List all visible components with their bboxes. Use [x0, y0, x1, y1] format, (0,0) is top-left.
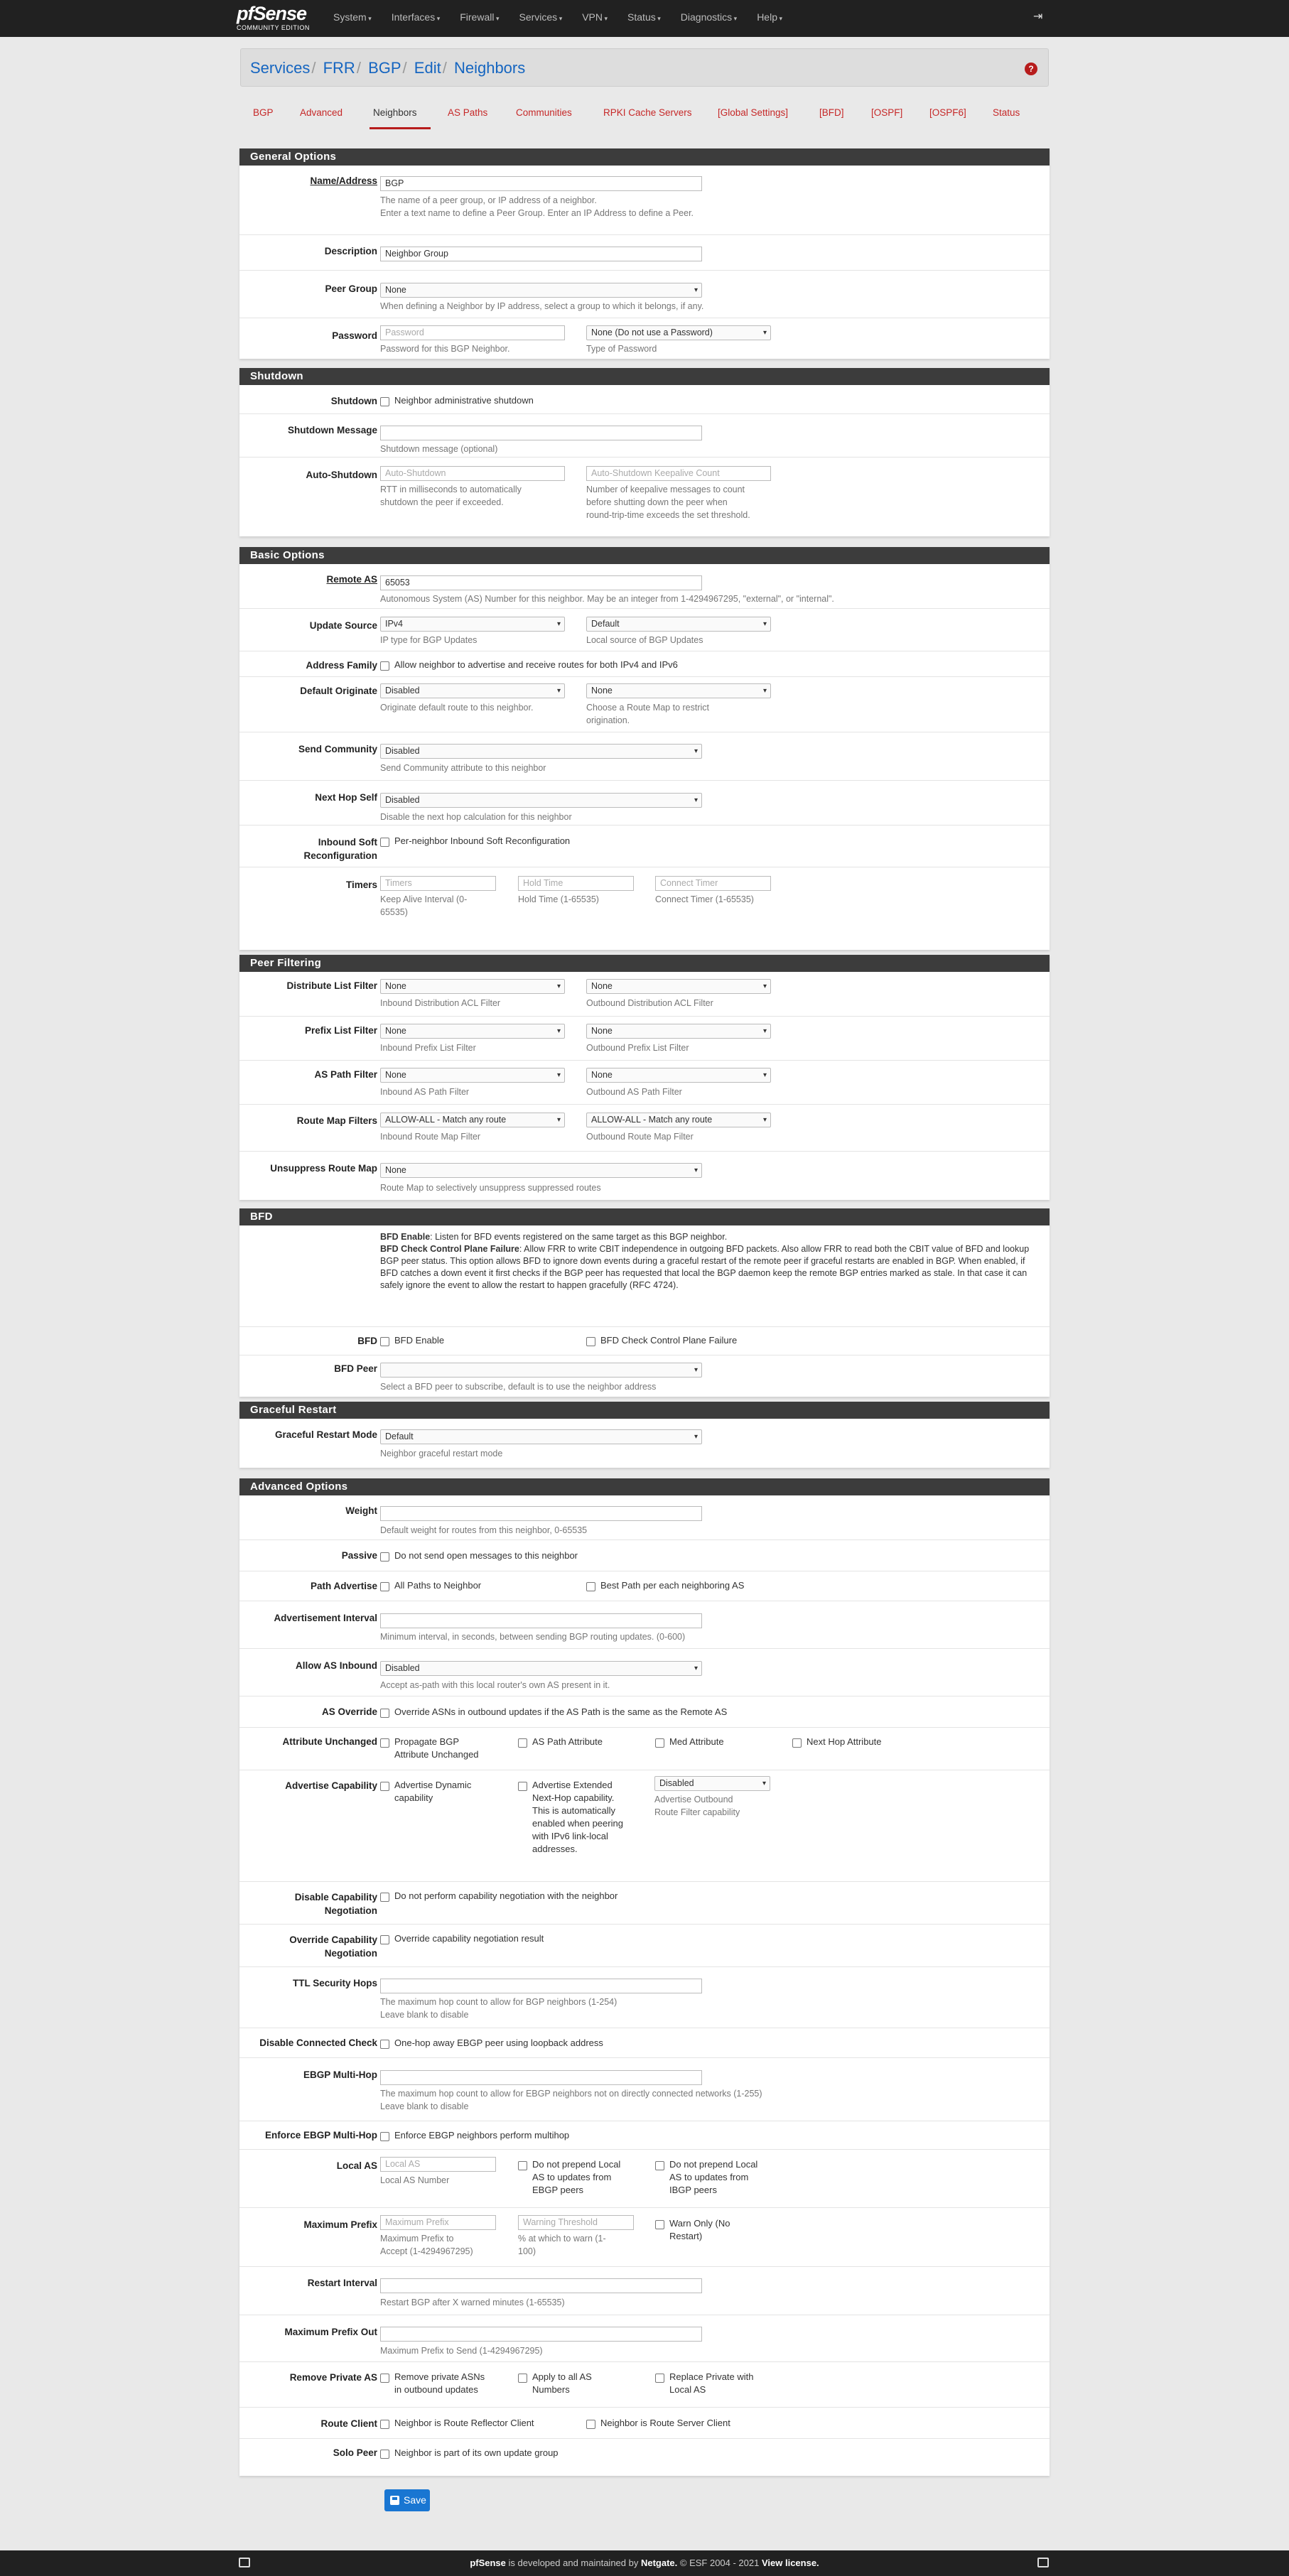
label-maximum-prefix-out: Maximum Prefix Out [284, 2327, 377, 2337]
auto-shutdown-input[interactable]: Auto-Shutdown [380, 466, 565, 481]
footer [0, 2550, 1289, 2576]
hint: Inbound Route Map Filter [380, 1132, 481, 1142]
row-route-client [239, 2407, 1050, 2438]
advertise-dynamic-checkbox[interactable] [379, 1779, 471, 1804]
row-weight [239, 1495, 1050, 1539]
as-path-in-select[interactable]: None ▾ [380, 1068, 565, 1083]
hint: Password for this BGP Neighbor. [380, 344, 510, 354]
hint: Advertise Outbound [654, 1795, 733, 1804]
label-maximum-prefix: Maximum Prefix [303, 2219, 377, 2230]
hint: Accept (1-4294967295) [380, 2246, 473, 2256]
crumb-bgp[interactable]: BGP [368, 59, 401, 77]
crumb-neighbors[interactable]: Neighbors [453, 59, 526, 77]
shutdown-message-input[interactable] [380, 426, 702, 440]
hint: Outbound Distribution ACL Filter [586, 998, 713, 1008]
footer-copyright: © ESF 2004 - 2021 [677, 2558, 762, 2568]
menu-help[interactable]: Help ▾ [747, 0, 792, 37]
local-as-input[interactable]: Local AS [380, 2157, 496, 2172]
row-remove-private-as [239, 2361, 1050, 2407]
all-paths-checkbox[interactable]: All Paths to Neighbor [379, 1579, 481, 1592]
chk-text: Warn Only (No [669, 2218, 730, 2229]
label-override-capability: Override Capability [289, 1934, 377, 1945]
label-passive: Passive [341, 1550, 377, 1561]
chk-text: Local AS [669, 2384, 706, 2395]
label-graceful-restart-mode: Graceful Restart Mode [274, 1429, 377, 1440]
chk-text: Advertise Dynamic [394, 1780, 472, 1790]
label-restart-interval: Restart Interval [307, 2278, 377, 2288]
hint: 65535) [380, 907, 408, 917]
row-prefix-list [239, 1016, 1050, 1060]
label-remote-as: Remote AS [326, 574, 377, 585]
section-title: Shutdown [239, 368, 1050, 385]
chk-text: Next-Hop capability. [532, 1792, 615, 1803]
row-path-advertise [239, 1571, 1050, 1601]
label-ttl-security-hops: TTL Security Hops [292, 1978, 377, 1988]
chk-text: addresses. [532, 1844, 578, 1854]
hint: Neighbor graceful restart mode [380, 1449, 503, 1459]
label-update-source: Update Source [309, 620, 377, 631]
no-prepend-ibgp-checkbox[interactable] [654, 2158, 757, 2197]
chk-text: Do not prepend Local [669, 2159, 758, 2170]
remove-private-asns-checkbox[interactable] [379, 2371, 485, 2396]
label-route-map-filters: Route Map Filters [296, 1115, 377, 1126]
row-send-community [239, 732, 1050, 780]
chk-text: Replace Private with [669, 2371, 754, 2382]
update-source-type-select[interactable]: IPv4 ▾ [380, 617, 565, 632]
hint: Route Filter capability [654, 1807, 740, 1817]
row-update-source [239, 608, 1050, 651]
row-name-address [239, 166, 1050, 234]
weight-input[interactable] [380, 1506, 702, 1521]
row-maximum-prefix [239, 2207, 1050, 2266]
best-path-checkbox[interactable]: Best Path per each neighboring AS [585, 1579, 744, 1592]
row-solo-peer [239, 2438, 1050, 2476]
next-hop-self-select[interactable]: Disabled ▾ [380, 793, 702, 808]
chk-text: Advertise Extended [532, 1780, 613, 1790]
menu-firewall[interactable]: Firewall ▾ [450, 0, 509, 37]
hint: shutdown the peer if exceeded. [380, 497, 504, 507]
hint: Autonomous System (AS) Number for this neighbor. May be an integer from 1-4294967295, "external", or "internal". [380, 594, 834, 604]
solo-peer-checkbox[interactable]: Neighbor is part of its own update group [379, 2447, 559, 2459]
row-ebgp-multi-hop [239, 2057, 1050, 2121]
row-shutdown [239, 385, 1050, 413]
section-title: Basic Options [239, 547, 1050, 564]
hint: Local source of BGP Updates [586, 635, 703, 645]
hint: RTT in milliseconds to automatically [380, 485, 522, 494]
med-attribute-checkbox[interactable]: Med Attribute [654, 1736, 724, 1748]
label-remove-private-as: Remove Private AS [289, 2372, 377, 2383]
save-disk-icon [390, 2496, 399, 2505]
warning-threshold-input[interactable]: Warning Threshold [518, 2215, 634, 2230]
hint: Outbound AS Path Filter [586, 1087, 682, 1097]
prefix-out-select[interactable]: None ▾ [586, 1024, 771, 1039]
label-disable-capability: Disable Capability [294, 1892, 377, 1903]
row-local-as [239, 2149, 1050, 2207]
hint: Leave blank to disable [380, 2010, 469, 2020]
label-shutdown: Shutdown [330, 396, 377, 406]
as-path-out-select[interactable]: None ▾ [586, 1068, 771, 1083]
chk-text: Numbers [532, 2384, 570, 2395]
replace-private-checkbox[interactable] [654, 2371, 754, 2396]
label-advertise-capability: Advertise Capability [285, 1780, 377, 1791]
section-title: BFD [239, 1208, 1050, 1225]
save-button[interactable] [384, 2489, 430, 2511]
hint: Send Community attribute to this neighbor [380, 763, 546, 773]
row-bfd-peer [239, 1355, 1050, 1397]
bfd-check-control-plane-checkbox[interactable]: BFD Check Control Plane Failure [585, 1334, 737, 1347]
label-name-address: Name/Address [310, 175, 377, 186]
row-graceful-restart-mode [239, 1419, 1050, 1468]
propagate-attribute-checkbox[interactable] [379, 1736, 479, 1761]
chk-text: EBGP peers [532, 2185, 584, 2195]
graceful-restart-mode-select[interactable]: Default ▾ [380, 1429, 702, 1444]
label-as-path-filter: AS Path Filter [314, 1069, 377, 1080]
hint: Select a BFD peer to subscribe, default is to use the neighbor address [380, 1382, 657, 1392]
row-peer-group [239, 270, 1050, 318]
main-menu [323, 0, 792, 37]
row-enforce-ebgp-multi-hop [239, 2121, 1050, 2149]
section-title: General Options [239, 148, 1050, 166]
label-reconfiguration: Reconfiguration [303, 850, 377, 861]
chk-text: Remove private ASNs [394, 2371, 485, 2382]
hint: Maximum Prefix to [380, 2234, 454, 2244]
row-disable-capability-negotiation [239, 1881, 1050, 1924]
label-bfd: BFD [357, 1336, 377, 1346]
crumb-edit[interactable]: Edit [414, 59, 441, 77]
hint: Outbound Prefix List Filter [586, 1043, 689, 1053]
route-server-client-checkbox[interactable]: Neighbor is Route Server Client [585, 2417, 730, 2430]
tab-neighbors[interactable]: Neighbors [373, 107, 417, 118]
no-prepend-ebgp-checkbox[interactable] [517, 2158, 620, 2197]
override-capability-checkbox[interactable]: Override capability negotiation result [379, 1932, 544, 1945]
chk-text: AS to updates from [669, 2172, 749, 2182]
label-timers: Timers [345, 880, 377, 890]
pfsense-logo[interactable] [237, 3, 315, 34]
label-attribute-unchanged: Attribute Unchanged [282, 1736, 377, 1747]
row-password [239, 318, 1050, 359]
row-inbound-soft-reconfiguration [239, 825, 1050, 867]
hint: When defining a Neighbor by IP address, select a group to which it belongs, if any. [380, 301, 704, 311]
row-maximum-prefix-out [239, 2315, 1050, 2361]
maximum-prefix-input[interactable]: Maximum Prefix [380, 2215, 496, 2230]
chk-text: Do not prepend Local [532, 2159, 621, 2170]
shutdown-checkbox[interactable]: Neighbor administrative shutdown [379, 394, 534, 407]
label-auto-shutdown: Auto-Shutdown [306, 470, 377, 480]
label-weight: Weight [345, 1505, 377, 1516]
label-send-community: Send Community [298, 744, 377, 754]
bfd-cpf-desc: : Allow FRR to write CBIT independence in outgoing BFD packets. Also allow FRR to read both the CBIT value of BFD and lookup BGP peer status. This option allows BFD to ignore down events during a graceful restart of the remote peer if graceful restarts are enabled in BGP. When enabled, if BFD catches a down event it first checks if the BGP peer has requested that local the BGP daemon keep the remote BGP entries marked as stale. In that case it can safely ignore the event to allow the restart to happen gracefully (RFC 4724). [380, 1244, 1030, 1290]
hint: Choose a Route Map to restrict [586, 703, 709, 713]
label-password: Password [332, 330, 377, 341]
row-as-path-filter [239, 1060, 1050, 1104]
advertise-orf-select[interactable]: Disabled ▾ [654, 1776, 770, 1791]
hint: Shutdown message (optional) [380, 444, 498, 454]
password-input[interactable]: Password [380, 325, 565, 340]
section-general-options [239, 148, 1050, 359]
bfd-enable-desc: : Listen for BFD events registered on the same target as this BGP neighbor. [430, 1232, 728, 1242]
hint: Leave blank to disable [380, 2101, 469, 2111]
tab-bar [240, 102, 1049, 130]
tab-status[interactable]: Status [993, 107, 1020, 118]
footer-text: is developed and maintained by [505, 2558, 641, 2568]
enforce-multihop-checkbox[interactable]: Enforce EBGP neighbors perform multihop [379, 2129, 569, 2142]
name-address-input[interactable]: BGP [380, 176, 702, 191]
warn-only-checkbox[interactable] [654, 2217, 730, 2243]
label-negotiation: Negotiation [324, 1948, 377, 1959]
hint: Route Map to selectively unsuppress suppressed routes [380, 1183, 601, 1193]
section-title: Advanced Options [239, 1478, 1050, 1495]
as-path-attribute-checkbox[interactable]: AS Path Attribute [517, 1736, 603, 1748]
ttl-security-hops-input[interactable] [380, 1979, 702, 1993]
chk-text: This is automatically [532, 1805, 616, 1816]
connect-timer-input[interactable]: Connect Timer [655, 876, 771, 891]
tab-advanced[interactable]: Advanced [300, 107, 343, 118]
distribute-out-select[interactable]: None ▾ [586, 979, 771, 994]
row-default-originate [239, 676, 1050, 732]
menu-status[interactable]: Status ▾ [617, 0, 671, 37]
label-inbound-soft: Inbound Soft [318, 837, 377, 848]
distribute-in-select[interactable]: None ▾ [380, 979, 565, 994]
menu-interfaces[interactable]: Interfaces ▾ [382, 0, 451, 37]
hint: Outbound Route Map Filter [586, 1132, 694, 1142]
hint: Restart BGP after X warned minutes (1-65535) [380, 2298, 565, 2307]
password-type-select[interactable]: None (Do not use a Password) ▾ [586, 325, 771, 340]
section-graceful-restart [239, 1402, 1050, 1468]
row-address-family [239, 651, 1050, 676]
row-shutdown-message [239, 413, 1050, 457]
footer-brand: pfSense [470, 2558, 506, 2568]
breadcrumb: Services/ FRR/ BGP/ Edit/ Neighbors ? [240, 48, 1049, 87]
chk-text: AS to updates from [532, 2172, 612, 2182]
footer-right-icon[interactable] [1037, 2558, 1049, 2567]
hold-time-input[interactable]: Hold Time [518, 876, 634, 891]
menu-services[interactable]: Services ▾ [509, 0, 573, 37]
chk-text: Apply to all AS [532, 2371, 592, 2382]
label-unsuppress-route-map: Unsuppress Route Map [270, 1163, 377, 1174]
row-auto-shutdown [239, 457, 1050, 536]
section-bfd [239, 1208, 1050, 1397]
default-originate-route-map-select[interactable]: None ▾ [586, 683, 771, 698]
tab-bgp[interactable]: BGP [253, 107, 274, 118]
tab-as-paths[interactable]: AS Paths [448, 107, 488, 118]
row-distribute-list [239, 972, 1050, 1016]
hint: round-trip-time exceeds the set threshold. [586, 510, 750, 520]
row-attribute-unchanged [239, 1727, 1050, 1770]
chk-text: enabled when peering [532, 1818, 623, 1829]
label-peer-group: Peer Group [325, 283, 377, 294]
tab-communities[interactable]: Communities [516, 107, 572, 118]
hint: Inbound Distribution ACL Filter [380, 998, 501, 1008]
row-advertise-capability [239, 1770, 1050, 1881]
hint: IP type for BGP Updates [380, 635, 478, 645]
hint: Inbound Prefix List Filter [380, 1043, 476, 1053]
active-tab-indicator [370, 127, 431, 129]
tab-ospf[interactable]: [OSPF] [871, 107, 903, 118]
crumb-frr[interactable]: FRR [323, 59, 355, 77]
chk-text: with IPv6 link-local [532, 1831, 608, 1841]
label-solo-peer: Solo Peer [333, 2447, 377, 2458]
label-distribute-list: Distribute List Filter [286, 980, 377, 991]
bfd-cpf-term: BFD Check Control Plane Failure [380, 1244, 519, 1254]
hint: % at which to warn (1- [518, 2234, 606, 2244]
top-navbar [0, 0, 1289, 37]
hint: Number of keepalive messages to count [586, 485, 745, 494]
label-enforce-ebgp-multi-hop: Enforce EBGP Multi-Hop [264, 2130, 377, 2141]
hint: Hold Time (1-65535) [518, 894, 599, 904]
passive-checkbox[interactable]: Do not send open messages to this neighbor [379, 1549, 578, 1562]
row-bfd [239, 1326, 1050, 1355]
hint: Accept as-path with this local router's own AS present in it. [380, 1680, 610, 1690]
chk-text: IBGP peers [669, 2185, 717, 2195]
crumb-services[interactable]: Services [250, 59, 311, 77]
hint: The maximum hop count to allow for EBGP neighbors not on directly connected networks (1-255) [380, 2089, 762, 2099]
disable-capability-negotiation-checkbox[interactable]: Do not perform capability negotiation with the neighbor [379, 1890, 617, 1903]
footer-left-icon[interactable] [239, 2558, 250, 2567]
chk-text: Attribute Unchanged [394, 1749, 479, 1760]
bfd-peer-select[interactable] [380, 1363, 702, 1378]
menu-diagnostics[interactable]: Diagnostics ▾ [671, 0, 747, 37]
menu-system[interactable]: System ▾ [323, 0, 382, 37]
label-local-as: Local AS [336, 2160, 377, 2171]
row-ttl-security-hops [239, 1966, 1050, 2028]
address-family-checkbox[interactable]: Allow neighbor to advertise and receive routes for both IPv4 and IPv6 [379, 659, 678, 671]
row-timers [239, 867, 1050, 950]
bfd-description [380, 1231, 1037, 1292]
logo-text: pfSense [237, 3, 307, 24]
hint: Enter a text name to define a Peer Group. Enter an IP Address to define a Peer. [380, 208, 694, 218]
label-disable-connected-check: Disable Connected Check [259, 2037, 377, 2048]
label-advertisement-interval: Advertisement Interval [274, 1613, 377, 1623]
row-as-override [239, 1696, 1050, 1727]
row-route-map-filters [239, 1104, 1050, 1151]
route-map-out-select[interactable]: ALLOW-ALL - Match any route ▾ [586, 1113, 771, 1127]
section-title: Graceful Restart [239, 1402, 1050, 1419]
row-description [239, 234, 1050, 270]
section-title: Peer Filtering [239, 955, 1050, 972]
label-negotiation: Negotiation [324, 1905, 377, 1916]
section-shutdown [239, 368, 1050, 536]
chk-text: capability [394, 1792, 433, 1803]
as-override-checkbox[interactable]: Override ASNs in outbound updates if the AS Path is the same as the Remote AS [379, 1706, 727, 1719]
bfd-enable-checkbox[interactable]: BFD Enable [379, 1334, 444, 1347]
help-icon[interactable]: ? [1025, 63, 1037, 75]
section-peer-filtering [239, 955, 1050, 1200]
hint: Local AS Number [380, 2175, 450, 2185]
label-route-client: Route Client [320, 2418, 377, 2429]
label-description: Description [324, 246, 377, 256]
next-hop-attribute-checkbox[interactable]: Next Hop Attribute [791, 1736, 882, 1748]
hint: Disable the next hop calculation for this neighbor [380, 812, 572, 822]
tab-global-settings[interactable]: [Global Settings] [718, 107, 789, 118]
auto-shutdown-count-input[interactable]: Auto-Shutdown Keepalive Count [586, 466, 771, 481]
label-next-hop-self: Next Hop Self [315, 792, 377, 803]
advertise-extended-nexthop-checkbox[interactable] [517, 1779, 623, 1856]
label-address-family: Address Family [306, 660, 377, 671]
send-community-select[interactable]: Disabled ▾ [380, 744, 702, 759]
route-reflector-client-checkbox[interactable]: Neighbor is Route Reflector Client [379, 2417, 534, 2430]
update-source-select[interactable]: Default ▾ [586, 617, 771, 632]
logo-edition: COMMUNITY EDITION [237, 24, 310, 31]
row-advertisement-interval [239, 1601, 1050, 1648]
chk-text: Propagate BGP [394, 1736, 460, 1747]
label-path-advertise: Path Advertise [310, 1581, 377, 1591]
save-label: Save [404, 2494, 426, 2506]
hint: Keep Alive Interval (0- [380, 894, 468, 904]
apply-all-as-checkbox[interactable] [517, 2371, 592, 2396]
hint: 100) [518, 2246, 536, 2256]
row-next-hop-self [239, 780, 1050, 825]
inbound-soft-reconfiguration-checkbox[interactable]: Per-neighbor Inbound Soft Reconfiguration [379, 835, 570, 848]
logout-icon[interactable]: ⇥ [1033, 11, 1043, 23]
hint: Type of Password [586, 344, 657, 354]
advertisement-interval-input[interactable] [380, 1613, 702, 1628]
chk-text: in outbound updates [394, 2384, 478, 2395]
restart-interval-input[interactable] [380, 2278, 702, 2293]
menu-vpn[interactable]: VPN ▾ [572, 0, 617, 37]
hint: Minimum interval, in seconds, between sending BGP routing updates. (0-600) [380, 1632, 686, 1642]
label-bfd-peer: BFD Peer [334, 1363, 377, 1374]
label-shutdown-message: Shutdown Message [287, 425, 377, 435]
keepalive-input[interactable]: Timers [380, 876, 496, 891]
row-allow-as-inbound [239, 1648, 1050, 1696]
row-passive [239, 1539, 1050, 1571]
row-override-capability-negotiation [239, 1924, 1050, 1966]
footer-netgate-link[interactable]: Netgate. [640, 2558, 678, 2568]
maximum-prefix-out-input[interactable] [380, 2327, 702, 2342]
ebgp-multi-hop-input[interactable] [380, 2070, 702, 2085]
route-map-in-select[interactable]: ALLOW-ALL - Match any route ▾ [380, 1113, 565, 1127]
default-originate-select[interactable]: Disabled ▾ [380, 683, 565, 698]
row-unsuppress-route-map [239, 1151, 1050, 1200]
hint: before shutting down the peer when [586, 497, 728, 507]
description-input[interactable]: Neighbor Group [380, 247, 702, 261]
row-restart-interval [239, 2266, 1050, 2315]
hint: Default weight for routes from this neighbor, 0-65535 [380, 1525, 588, 1535]
hint: The maximum hop count to allow for BGP neighbors (1-254) [380, 1997, 617, 2007]
row-remote-as [239, 564, 1050, 608]
row-bfd-description [239, 1225, 1050, 1326]
label-allow-as-inbound: Allow AS Inbound [296, 1660, 377, 1671]
hint: Maximum Prefix to Send (1-4294967295) [380, 2346, 543, 2356]
label-prefix-list: Prefix List Filter [304, 1025, 377, 1036]
peer-group-select[interactable]: None ▾ [380, 283, 702, 298]
hint: origination. [586, 715, 630, 725]
tab-ospf6[interactable]: [OSPF6] [929, 107, 966, 118]
section-advanced-options [239, 1478, 1050, 2476]
row-disable-connected-check [239, 2028, 1050, 2057]
tab-rpki[interactable]: RPKI Cache Servers [603, 107, 692, 118]
tab-bfd[interactable]: [BFD] [819, 107, 844, 118]
label-as-override: AS Override [321, 1706, 377, 1717]
hint: Originate default route to this neighbor. [380, 703, 534, 713]
chk-text: Restart) [669, 2231, 703, 2241]
label-ebgp-multi-hop: EBGP Multi-Hop [303, 2069, 377, 2080]
hint: Inbound AS Path Filter [380, 1087, 470, 1097]
hint: The name of a peer group, or IP address of a neighbor. [380, 195, 597, 205]
remote-as-input[interactable]: 65053 [380, 575, 702, 590]
bfd-enable-term: BFD Enable [380, 1232, 431, 1242]
disable-connected-check-checkbox[interactable]: One-hop away EBGP peer using loopback address [379, 2037, 603, 2050]
label-default-originate: Default Originate [300, 686, 377, 696]
section-basic-options [239, 547, 1050, 950]
footer-license-link[interactable]: View license. [761, 2558, 819, 2568]
hint: Connect Timer (1-65535) [655, 894, 754, 904]
unsuppress-route-map-select[interactable]: None ▾ [380, 1163, 702, 1178]
prefix-in-select[interactable]: None ▾ [380, 1024, 565, 1039]
allow-as-inbound-select[interactable]: Disabled ▾ [380, 1661, 702, 1676]
